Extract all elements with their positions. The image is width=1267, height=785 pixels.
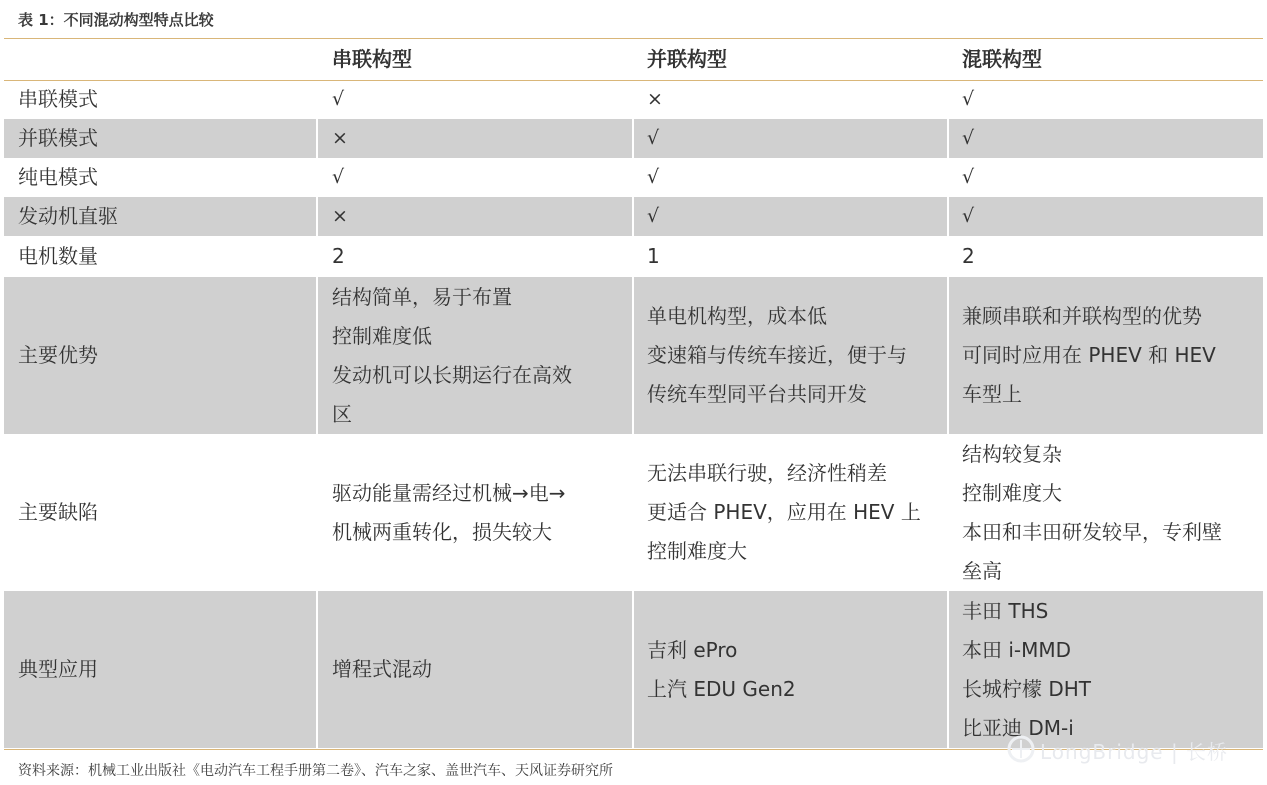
- table-cell: [318, 236, 632, 277]
- cell-line: ×: [332, 127, 348, 149]
- table-cell: [318, 277, 632, 434]
- cell-line: 垒高: [962, 558, 1002, 583]
- cell-line: 车型上: [962, 382, 1022, 406]
- table-cell: [634, 197, 947, 236]
- row-label: 主要缺陷: [18, 500, 98, 524]
- cell-line: 比亚迪 DM-i: [962, 715, 1074, 740]
- cell-line: 丰田 THS: [962, 598, 1049, 623]
- table-cell: [949, 591, 1263, 748]
- watermark-icon: [1006, 734, 1036, 764]
- header-rule: [4, 80, 1263, 81]
- cell-line: 结构简单，易于布置: [332, 284, 512, 309]
- cell-line: 兼顾串联和并联构型的优势: [962, 304, 1202, 328]
- table-cell: [949, 80, 1263, 119]
- table-cell: [318, 591, 632, 748]
- cell-line: √: [962, 205, 975, 227]
- cell-line: 传统车型同平台共同开发: [647, 382, 867, 406]
- table-cell: [318, 119, 632, 158]
- table-cell: [634, 80, 947, 119]
- table-cell: [949, 158, 1263, 197]
- cell-line: 增程式混动: [332, 657, 432, 681]
- row-label: 纯电模式: [18, 165, 98, 189]
- cell-line: 1: [647, 244, 660, 268]
- cell-line: √: [962, 127, 975, 149]
- header-cell-hybrid: 混联构型: [962, 47, 1042, 71]
- table-cell: [318, 80, 632, 119]
- row-label: 串联模式: [18, 87, 98, 111]
- cell-line: ×: [332, 205, 348, 227]
- row-label: 主要优势: [4, 277, 316, 434]
- cell-line: 无法串联行驶，经济性稍差: [647, 461, 887, 485]
- cell-line: √: [647, 127, 660, 149]
- header-row: [4, 39, 1263, 80]
- cell-line: 2: [962, 244, 975, 268]
- table-caption: 表 1：不同混动构型特点比较: [18, 11, 214, 29]
- cell-line: 机械两重转化，损失较大: [332, 519, 552, 544]
- row-label: 并联模式: [4, 119, 316, 158]
- cell-line: 吉利 ePro: [647, 637, 738, 662]
- cell-line: 2: [332, 244, 345, 268]
- cell-line: √: [332, 166, 345, 188]
- cell-line: 控制难度大: [962, 480, 1062, 505]
- table-row-main-advantages: [4, 277, 1263, 434]
- cell-line: 区: [332, 401, 352, 426]
- table-cell: [634, 158, 947, 197]
- table-cell: [318, 434, 632, 591]
- table-cell: [949, 236, 1263, 277]
- table-cell: [318, 197, 632, 236]
- cell-line: 控制难度大: [647, 539, 747, 563]
- row-label: 发动机直驱: [4, 197, 316, 236]
- cell-line: 发动机可以长期运行在高效: [332, 362, 572, 387]
- table-cell: [634, 591, 947, 748]
- cell-line: 可同时应用在 PHEV 和 HEV: [962, 343, 1216, 367]
- cell-line: 单电机构型，成本低: [647, 304, 827, 328]
- table-cell: [949, 119, 1263, 158]
- cell-line: √: [647, 205, 660, 227]
- cell-line: √: [962, 166, 975, 188]
- watermark-text: LongBridge | 长桥: [1040, 740, 1229, 764]
- cell-line: 驱动能量需经过机械→电→: [332, 480, 566, 505]
- header-cell-blank: [4, 39, 316, 80]
- cell-line: 本田 i-MMD: [962, 637, 1072, 662]
- cell-line: 上汽 EDU Gen2: [647, 676, 796, 701]
- source-note: 资料来源：机械工业出版社《电动汽车工程手册第二卷》、汽车之家、盖世汽车、天风证券研究所: [18, 763, 613, 779]
- header-cell-parallel: 并联构型: [647, 47, 727, 71]
- comparison-table: [4, 39, 1263, 748]
- table-row-motor-count: [4, 236, 1263, 277]
- table-cell: [318, 158, 632, 197]
- cell-line: 更适合 PHEV，应用在 HEV 上: [647, 500, 921, 524]
- cell-line: √: [647, 166, 660, 188]
- cell-line: √: [962, 88, 975, 110]
- table-row-main-drawbacks: [4, 434, 1263, 591]
- cell-line: 长城柠檬 DHT: [962, 676, 1092, 701]
- table-cell: [634, 236, 947, 277]
- table-cell: [949, 434, 1263, 591]
- table-cell: [634, 119, 947, 158]
- table-row-typical-applications: [4, 591, 1263, 748]
- table-row-engine-direct: [4, 197, 1263, 236]
- cell-line: 本田和丰田研发较早，专利壁: [962, 519, 1222, 544]
- cell-line: 结构较复杂: [962, 441, 1062, 466]
- cell-line: ×: [647, 88, 663, 110]
- cell-line: 控制难度低: [332, 323, 432, 348]
- table-row-parallel-mode: [4, 119, 1263, 158]
- cell-line: √: [332, 88, 345, 110]
- table-cell: [949, 277, 1263, 434]
- table-row-ev-mode: [4, 158, 1263, 197]
- cell-line: 变速箱与传统车接近，便于与: [647, 343, 907, 367]
- table-cell: [634, 277, 947, 434]
- table-cell: [634, 434, 947, 591]
- row-label: 电机数量: [18, 244, 98, 268]
- table-row-series-mode: [4, 80, 1263, 119]
- header-cell-series: 串联构型: [332, 47, 412, 71]
- row-label: 典型应用: [4, 591, 316, 748]
- table-cell: [949, 197, 1263, 236]
